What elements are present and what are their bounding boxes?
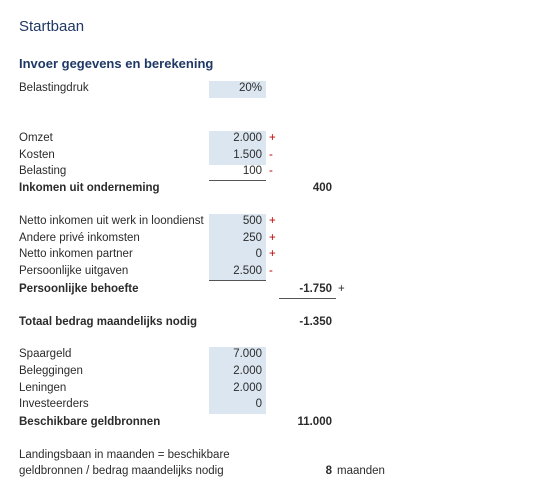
prive-row: [0, 231, 540, 248]
investeerders-row: [0, 397, 540, 414]
omzet-label: Omzet: [19, 132, 53, 144]
omzet-value[interactable]: 2.000: [233, 132, 262, 144]
uitgaven-label: Persoonlijke uitgaven: [19, 265, 129, 277]
uitgaven-value[interactable]: 2.500: [233, 265, 262, 277]
loondienst-operator: +: [269, 215, 276, 227]
uitgaven-underline: [209, 280, 266, 281]
business-total-label: Inkomen uit onderneming: [19, 182, 160, 194]
loondienst-value[interactable]: 500: [242, 215, 262, 227]
beleggingen-value[interactable]: 2.000: [233, 365, 262, 377]
section-title: Invoer gegevens en berekening: [19, 56, 214, 71]
beleggingen-label: Beleggingen: [19, 365, 83, 377]
page-title: Startbaan: [19, 18, 85, 35]
kosten-value[interactable]: 1.500: [233, 149, 262, 161]
loondienst-row: [0, 214, 540, 231]
prive-operator: +: [269, 232, 276, 244]
funds-total-label: Beschikbare geldbronnen: [19, 416, 161, 428]
funds-total-row: [0, 415, 540, 432]
investeerders-value[interactable]: 0: [255, 398, 262, 410]
partner-operator: +: [269, 248, 276, 260]
leningen-label: Leningen: [19, 382, 67, 394]
spaargeld-row: [0, 347, 540, 364]
business-total-row: [0, 181, 540, 198]
runway-unit: maanden: [337, 465, 385, 477]
personal-total-label: Persoonlijke behoefte: [19, 283, 139, 295]
runway-line-1: Landingsbaan in maanden = beschikbare: [19, 449, 230, 461]
personal-total-operator: +: [338, 283, 345, 295]
belasting-value: 100: [242, 165, 262, 177]
uitgaven-row: [0, 264, 540, 281]
personal-total-value: -1.750: [299, 283, 332, 295]
prive-value[interactable]: 250: [242, 232, 262, 244]
belasting-operator: -: [269, 165, 273, 177]
tax-row: [0, 81, 540, 98]
uitgaven-operator: -: [269, 265, 273, 277]
tax-label: Belastingdruk: [19, 82, 89, 94]
runway-value: 8: [325, 465, 332, 477]
leningen-value[interactable]: 2.000: [233, 382, 262, 394]
investeerders-label: Investeerders: [19, 398, 89, 410]
belasting-row: [0, 164, 540, 181]
kosten-operator: -: [269, 149, 273, 161]
partner-row: [0, 247, 540, 264]
leningen-row: [0, 381, 540, 398]
partner-label: Netto inkomen partner: [19, 248, 133, 260]
kosten-label: Kosten: [19, 149, 55, 161]
loondienst-label: Netto inkomen uit werk in loondienst: [19, 215, 204, 227]
beleggingen-row: [0, 364, 540, 381]
monthly-row: [0, 315, 540, 332]
belasting-label: Belasting: [19, 165, 67, 177]
spaargeld-value[interactable]: 7.000: [233, 348, 262, 360]
business-total-value: 400: [312, 182, 332, 194]
kosten-row: [0, 148, 540, 165]
monthly-label: Totaal bedrag maandelijks nodig: [19, 316, 198, 328]
personal-total-underline: [279, 298, 336, 299]
tax-value[interactable]: 20%: [238, 82, 262, 94]
partner-value[interactable]: 0: [255, 248, 262, 260]
monthly-value: -1.350: [299, 316, 332, 328]
prive-label: Andere privé inkomsten: [19, 232, 140, 244]
spaargeld-label: Spaargeld: [19, 348, 72, 360]
omzet-row: [0, 131, 540, 148]
runway-line-2: geldbronnen / bedrag maandelijks nodig: [19, 465, 224, 477]
omzet-operator: +: [269, 132, 276, 144]
personal-total-row: [0, 282, 540, 299]
funds-total-value: 11.000: [297, 416, 332, 428]
